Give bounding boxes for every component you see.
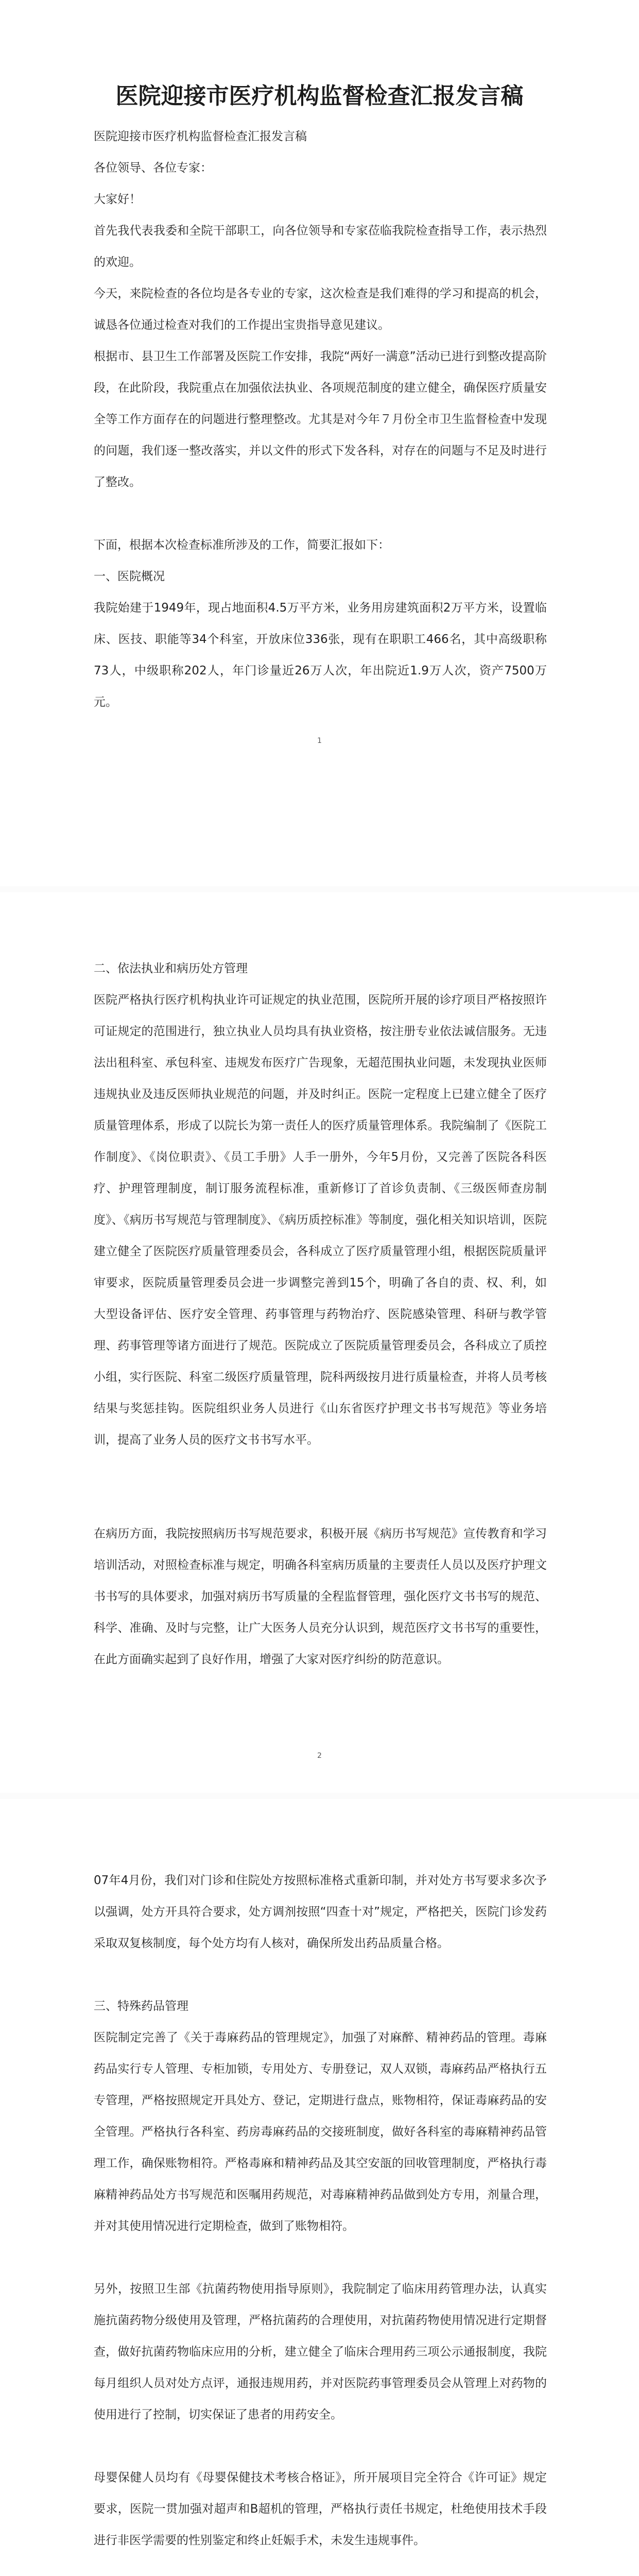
paragraph-overview: 我院始建于1949年，现占地面积4.5万平方米，业务用房建筑面积2万平方米，设置临床、医技、职能等34个科室，开放床位336张，现有在职职工466名，其中高级职称73人，中级职称202人，年门诊量近26万人次，年出院近1.9万人次，资产7500万元。 <box>94 601 547 709</box>
paragraph-maternal: 母婴保健人员均有《母婴保健技术考核合格证》，所开展项目完全符合《许可证》规定要求，医院一贯加强对超声和B超机的管理，严格执行责任书规定，杜绝使用技术手段进行非医学需要的性别鉴定和终止妊娠手术，未发生违规事件。 <box>94 2471 547 2547</box>
greeting: 大家好！ <box>94 193 141 206</box>
section-heading-2: 二、依法执业和病历处方管理 <box>94 962 248 975</box>
section-heading-3: 三、特殊药品管理 <box>94 1999 188 2013</box>
paragraph-prescription: 07年4月份，我们对门诊和住院处方按照标准格式重新印制，并对处方书写要求多次予以强调，处方开具符合要求，处方调剂按照“四查十对”规定，严格把关，医院门诊发药采取双复核制度，每个处方均有人核对，确保所发出药品质量合格。 <box>94 1874 547 1950</box>
page-number: 1 <box>317 737 322 745</box>
paragraph-welcome: 首先我代表我委和全院干部职工，向各位领导和专家莅临我院检查指导工作，表示热烈的欢迎。 <box>94 224 547 269</box>
paragraph-special-drugs: 医院制定完善了《关于毒麻药品的管理规定》，加强了对麻醉、精神药品的管理。毒麻药品实行专人管理、专柜加锁，专用处方、专册登记，双人双锁，毒麻药品严格执行五专管理，严格按照规定开具处方、登记，定期进行盘点，账物相符，保证毒麻药品的安全管理。严格执行各科室、药房毒麻药品的交接班制度，做好各科室的毒麻精神药品管理工作，确保账物相符。严格毒麻和精神药品及其空安瓿的回收管理制度，严格执行毒麻精神药品处方书写规范和医嘱用药规范，对毒麻精神药品做到处方专用，剂量合理，并对其使用情况进行定期检查，做到了账物相符。 <box>94 2031 547 2233</box>
doc-heading: 医院迎接市医疗机构监督检查汇报发言稿 <box>94 130 307 143</box>
paragraph-records: 在病历方面，我院按照病历书写规范要求，积极开展《病历书写规范》宣传教育和学习培训活动，对照检查标准与规定，明确各科室病历质量的主要责任人员以及医疗护理文书书写的具体要求，加强对病历书写质量的全程监督管理，强化医疗文书书写的规范、科学、准确、及时与完整，让广大医务人员充分认识到，规范医疗文书书写的重要性，在此方面确实起到了良好作用，增强了大家对医疗纠纷的防范意识。 <box>94 1527 547 1666</box>
page-divider <box>0 1793 639 1799</box>
section-heading-1: 一、医院概况 <box>94 570 165 583</box>
paragraph-practice: 医院严格执行医疗机构执业许可证规定的执业范围，医院所开展的诊疗项目严格按照许可证规定的范围进行，独立执业人员均具有执业资格，按注册专业依法诚信服务。无违法出租科室、承包科室、违规发布医疗广告现象，无超范围执业问题，未发现执业医师违规执业及违反医师执业规范的问题，并及时纠正。医院一定程度上已建立健全了医疗质量管理体系，形成了以院长为第一责任人的医疗质量管理体系。我院编制了《医院工作制度》、《岗位职责》、《员工手册》人手一册外，今年5月份，又完善了医院各科医疗、护理管理制度，制订服务流程标准，重新修订了首诊负责制、《三级医师查房制度》、《病历书写规范与管理制度》、《病历质控标准》等制度，强化相关知识培训，医院建立健全了医院医疗质量管理委员会，各科成立了医疗质量管理小组，根据医院质量评审要求，医院质量管理委员会进一步调整完善到15个，明确了各自的责、权、利，如大型设备评估、医疗安全管理、药事管理与药物治疗、医院感染管理、科研与教学管理、药事管理等诸方面进行了规范。医院成立了医院质量管理委员会，各科成立了质控小组，实行医院、科室二级医疗质量管理，院科两级按月进行质量检查，并将人员考核结果与奖惩挂钩。医院组织业务人员进行《山东省医疗护理文书书写规范》等业务培训，提高了业务人员的医疗文书书写水平。 <box>94 993 547 1447</box>
paragraph-inspection: 今天，来院检查的各位均是各专业的专家，这次检查是我们难得的学习和提高的机会，诚恳各位通过检查对我们的工作提出宝贵指导意见建议。 <box>94 287 547 332</box>
page-divider <box>0 886 639 892</box>
page-title: 医院迎接市医疗机构监督检查汇报发言稿 <box>115 83 524 109</box>
salutation: 各位领导、各位专家： <box>94 161 212 175</box>
paragraph-antibiotics: 另外，按照卫生部《抗菌药物使用指导原则》，我院制定了临床用药管理办法，认真实施抗菌药物分级使用及管理，严格抗菌药的合理使用，对抗菌药物使用情况进行定期督查，做好抗菌药物临床应用的分析，建立健全了临床合理用药三项公示通报制度，我院每月组织人员对处方点评，通报违规用药，并对医院药事管理委员会从管理上对药物的使用进行了控制，切实保证了患者的用药安全。 <box>94 2282 547 2421</box>
paragraph-background: 根据市、县卫生工作部署及医院工作安排，我院“两好一满意”活动已进行到整改提高阶段，在此阶段，我院重点在加强依法执业、各项规范制度的建立健全，确保医疗质量安全等工作方面存在的问题进行整理整改。尤其是对今年７月份全市卫生监督检查中发现的问题，我们逐一整改落实，并以文件的形式下发各科，对存在的问题与不足及时进行了整改。 <box>94 350 547 489</box>
page-number: 2 <box>317 1752 322 1760</box>
paragraph-intro: 下面，根据本次检查标准所涉及的工作，简要汇报如下： <box>94 538 390 552</box>
